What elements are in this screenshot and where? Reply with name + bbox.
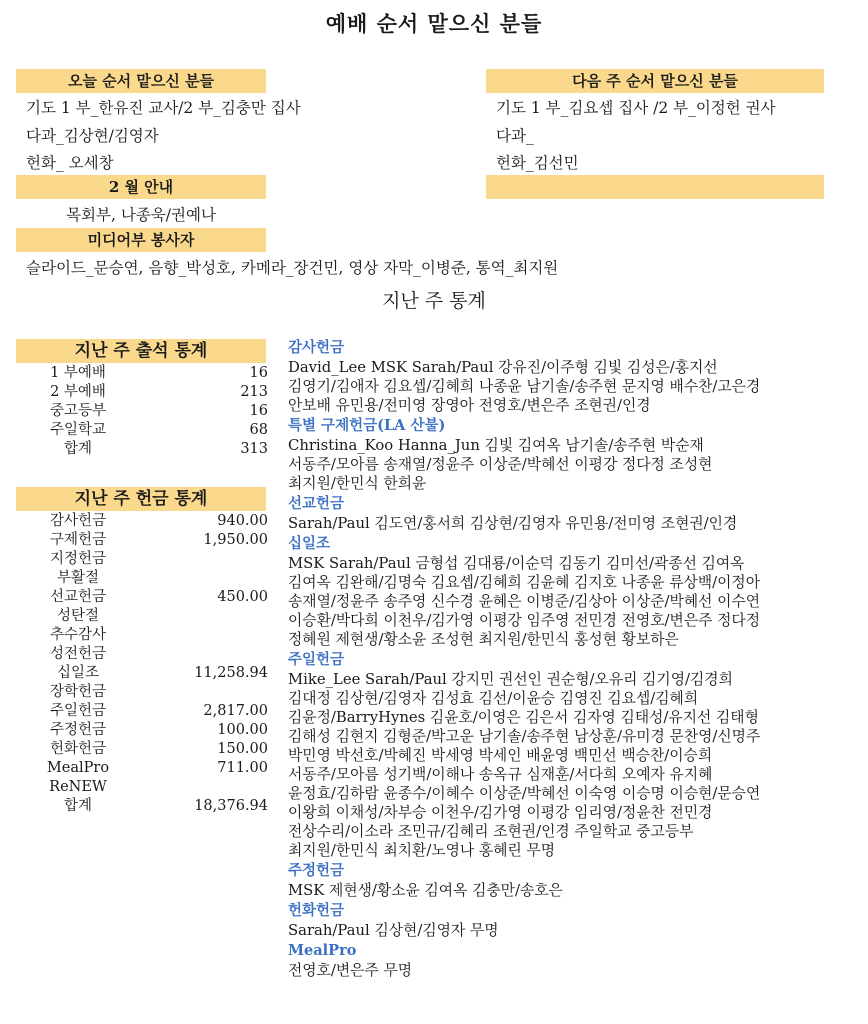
offering-value xyxy=(138,778,268,797)
table-row xyxy=(18,383,268,402)
offering-label: 십일조 xyxy=(56,665,100,681)
today-line: 다과_김상현/김영자 xyxy=(26,127,159,145)
today-header: 오늘 순서 맡으신 분들 xyxy=(16,69,266,93)
offering-donor-line: 김대정 김상현/김영자 김성효 김선/이윤승 김영진 김요셉/김혜희 xyxy=(288,690,699,707)
offering-label: 주일헌금 xyxy=(49,703,107,719)
attendance-header: 지난 주 출석 통계 xyxy=(16,339,266,363)
offering-value xyxy=(138,569,268,588)
offering-donor-line: 김윤정/BarryHynes 김윤호/이영은 김은서 김자영 김태성/유지선 김태형 xyxy=(288,709,759,726)
attendance-label: 1 부예배 xyxy=(50,365,106,381)
attendance-label: 중고등부 xyxy=(49,403,107,419)
table-row xyxy=(18,402,268,421)
offering-heading-weekly: 주정헌금 xyxy=(288,862,345,879)
offering-stats-header: 지난 주 헌금 통계 xyxy=(16,487,266,511)
offering-value xyxy=(138,626,268,645)
table-row xyxy=(18,550,268,569)
offering-label: 성전헌금 xyxy=(49,646,107,662)
offering-donor-line: Christina_Koo Hanna_Jun 김빛 김여옥 남기솔/송주현 박순재 xyxy=(288,437,704,454)
offering-donor-line: 김여옥 김완해/김명숙 김요셉/김혜희 김윤혜 김지호 나종윤 류상백/이정아 xyxy=(288,574,760,591)
attendance-label: 합계 xyxy=(63,441,92,457)
offering-value: 11,258.94 xyxy=(194,665,268,681)
offering-value: 940.00 xyxy=(217,513,268,529)
offering-donor-line: 최지원/한민식 최치환/노영나 홍혜린 무명 xyxy=(288,842,556,859)
table-row xyxy=(18,683,268,702)
next-header: 다음 주 순서 맡으신 분들 xyxy=(486,69,824,93)
offering-label: 헌화헌금 xyxy=(49,741,107,757)
attendance-value: 16 xyxy=(249,365,268,381)
offering-heading-flower: 헌화헌금 xyxy=(288,902,345,919)
media-line: 슬라이드_문승연, 음향_박성호, 카메라_장건민, 영상 자막_이병준, 통역_최지원 xyxy=(26,259,559,277)
offering-donor-line: 이승환/박다희 이천우/김가영 이평강 임주영 전민경 전영호/변은주 정다정 xyxy=(288,612,760,629)
offering-value: 1,950.00 xyxy=(203,532,268,548)
offering-heading-special-relief: 특별 구제헌금(LA 산불) xyxy=(288,417,446,434)
attendance-table xyxy=(18,364,268,459)
offering-label: 장학헌금 xyxy=(49,684,107,700)
today-line: 헌화_ 오세창 xyxy=(26,154,114,172)
last-week-stats-title: 지난 주 통계 xyxy=(382,290,486,312)
next-line: 헌화_김선민 xyxy=(496,154,579,172)
next-line: 기도 1 부_김요셉 집사 /2 부_이정헌 권사 xyxy=(496,99,776,117)
offering-value xyxy=(138,550,268,569)
offering-value xyxy=(138,683,268,702)
attendance-label: 주일학교 xyxy=(49,422,107,438)
offering-donor-line: Sarah/Paul 김도연/홍서희 김상현/김영자 유민용/전미영 조현권/인경 xyxy=(288,515,738,532)
offering-value xyxy=(138,607,268,626)
offering-donor-line: 박민영 박선호/박혜진 박세영 박세인 배윤영 백민선 백승찬/이승희 xyxy=(288,747,713,764)
offering-donor-line: 서동주/모아름 송재열/정윤주 이상준/박혜선 이평강 정다정 조성현 xyxy=(288,456,713,473)
offering-label: 구제헌금 xyxy=(49,532,107,548)
attendance-value: 213 xyxy=(240,384,268,400)
table-row xyxy=(18,512,268,531)
offering-label: 주정헌금 xyxy=(49,722,107,738)
table-row xyxy=(18,702,268,721)
page-title: 예배 순서 맡으신 분들 xyxy=(325,11,543,36)
offering-value: 150.00 xyxy=(217,741,268,757)
table-row xyxy=(18,645,268,664)
february-header: 2 월 안내 xyxy=(16,175,266,199)
offering-value: 711.00 xyxy=(217,760,268,776)
february-line: 목회부, 나종욱/권예나 xyxy=(66,206,216,224)
offering-stats-table xyxy=(18,512,268,816)
table-row xyxy=(18,421,268,440)
table-row xyxy=(18,569,268,588)
table-row xyxy=(18,588,268,607)
attendance-label: 2 부예배 xyxy=(50,384,106,400)
table-row xyxy=(18,664,268,683)
offering-heading-sunday: 주일헌금 xyxy=(288,651,345,668)
offerings-list xyxy=(288,337,863,980)
offering-label: 성탄절 xyxy=(56,608,100,624)
offering-value: 450.00 xyxy=(217,589,268,605)
table-row xyxy=(18,797,268,816)
table-row xyxy=(18,607,268,626)
offering-label: ReNEW xyxy=(49,779,107,795)
next-line: 다과_ xyxy=(496,127,534,145)
offering-donor-line: 김영기/김애자 김요셉/김혜희 나종윤 남기솔/송주현 문지영 배수찬/고은경 xyxy=(288,378,761,395)
offering-donor-line: 이왕희 이채성/차부승 이천우/김가영 이평강 임리영/정윤찬 전민경 xyxy=(288,804,713,821)
offering-donor-line: 김해성 김현지 김형준/박고운 남기솔/송주현 남상훈/유미경 문찬영/신명주 xyxy=(288,728,761,745)
media-header: 미디어부 봉사자 xyxy=(16,228,266,252)
offering-label: 추수감사 xyxy=(49,627,107,643)
offering-donor-line: MSK Sarah/Paul 금형섭 김대룡/이순덕 김동기 김미선/곽종선 김여옥 xyxy=(288,555,745,572)
attendance-value: 68 xyxy=(249,422,268,438)
attendance-value: 16 xyxy=(249,403,268,419)
offering-value: 18,376.94 xyxy=(194,798,268,814)
offering-donor-line: 윤정효/김하람 윤종수/이혜수 이상준/박혜선 이숙영 이승명 이승현/문승연 xyxy=(288,785,761,802)
table-row xyxy=(18,440,268,459)
offering-donor-line: 전상수리/이소라 조민규/김혜리 조현권/인경 주일학교 중고등부 xyxy=(288,823,694,840)
offering-value xyxy=(138,645,268,664)
offering-value: 2,817.00 xyxy=(203,703,268,719)
offering-donor-line: 송재열/정윤주 송주영 신수경 윤혜은 이병준/김상아 이상준/박혜선 이수연 xyxy=(288,593,760,610)
offering-heading-mealpro: MealPro xyxy=(288,942,357,959)
table-row xyxy=(18,626,268,645)
today-line: 기도 1 부_한유진 교사/2 부_김충만 집사 xyxy=(26,99,301,117)
offering-donor-line: 안보배 유민용/전미영 장영아 전영호/변은주 조현권/인경 xyxy=(288,397,651,414)
table-row xyxy=(18,759,268,778)
offering-label: MealPro xyxy=(46,760,110,776)
offering-label: 지정헌금 xyxy=(49,551,107,567)
offering-heading-tithe: 십일조 xyxy=(288,535,331,552)
offering-heading-thanks: 감사헌금 xyxy=(288,339,345,356)
empty-highlight-bar xyxy=(486,175,824,199)
offering-donor-line: 정혜원 제현생/황소윤 조성현 최지원/한민식 홍성현 황보하은 xyxy=(288,631,679,648)
offering-donor-line: 전영호/변은주 무명 xyxy=(288,962,413,979)
offering-label: 합계 xyxy=(63,798,92,814)
offering-label: 부활절 xyxy=(56,570,100,586)
offering-donor-line: 최지원/한민식 한희윤 xyxy=(288,475,427,492)
offering-donor-line: David_Lee MSK Sarah/Paul 강유진/이주형 김빛 김성은/홍지선 xyxy=(288,359,718,376)
offering-label: 감사헌금 xyxy=(49,513,107,529)
offering-label: 선교헌금 xyxy=(49,589,107,605)
offering-donor-line: 서동주/모아름 성기백/이해나 송옥규 심재훈/서다희 오예자 유지혜 xyxy=(288,766,713,783)
offering-donor-line: Mike_Lee Sarah/Paul 강지민 권선인 권순형/오유리 김기영/김경희 xyxy=(288,671,733,688)
table-row xyxy=(18,778,268,797)
table-row xyxy=(18,364,268,383)
attendance-value: 313 xyxy=(240,441,268,457)
table-row xyxy=(18,721,268,740)
table-row xyxy=(18,740,268,759)
offering-donor-line: Sarah/Paul 김상현/김영자 무명 xyxy=(288,922,499,939)
offering-value: 100.00 xyxy=(217,722,268,738)
table-row xyxy=(18,531,268,550)
offering-heading-mission: 선교헌금 xyxy=(288,495,345,512)
offering-donor-line: MSK 제현생/황소윤 김여옥 김충만/송호은 xyxy=(288,882,563,899)
